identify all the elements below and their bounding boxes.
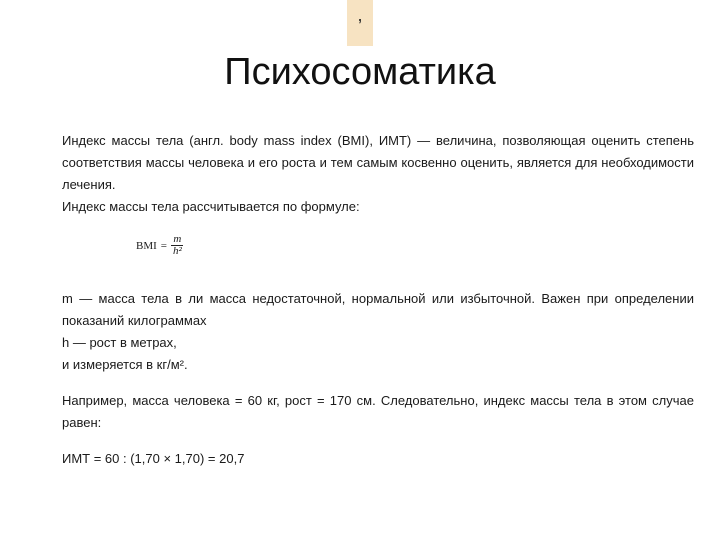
paragraph-example-result: ИМТ = 60 : (1,70 × 1,70) = 20,7 bbox=[62, 451, 245, 466]
paragraph-units: и измеряется в кг/м². bbox=[62, 357, 188, 372]
slide-title: Психосоматика bbox=[224, 51, 496, 93]
paragraph-example: Например, масса человека = 60 кг, рост = 170 см. Следовательно, индекс массы тела в этом случае равен: bbox=[62, 393, 694, 430]
formula-denominator: h² bbox=[173, 245, 182, 257]
bmi-formula bbox=[62, 230, 694, 276]
formula-fraction bbox=[171, 234, 184, 257]
formula-numerator: m bbox=[173, 233, 182, 245]
formula-lhs: BMI bbox=[136, 239, 157, 252]
header-accent-tab bbox=[347, 0, 373, 46]
paragraph-formula-intro: Индекс массы тела рассчитывается по формуле: bbox=[62, 199, 360, 214]
formula-equals: = bbox=[160, 239, 167, 252]
paragraph-m-definition: m — масса тела в ли масса недостаточной, нормальной или избыточной. Важен при определении показаний килограммах bbox=[62, 291, 694, 328]
slide-body bbox=[62, 130, 694, 470]
tab-mark: , bbox=[357, 5, 363, 25]
paragraph-h-definition: h — рост в метрах, bbox=[62, 335, 177, 350]
paragraph-bmi-definition: Индекс массы тела (англ. body mass index (BMI), ИМТ) — величина, позволяющая оценить степень соответствия массы человека и его роста и тем самым косвенно оценить, является для необходимости лечения. bbox=[62, 133, 694, 192]
